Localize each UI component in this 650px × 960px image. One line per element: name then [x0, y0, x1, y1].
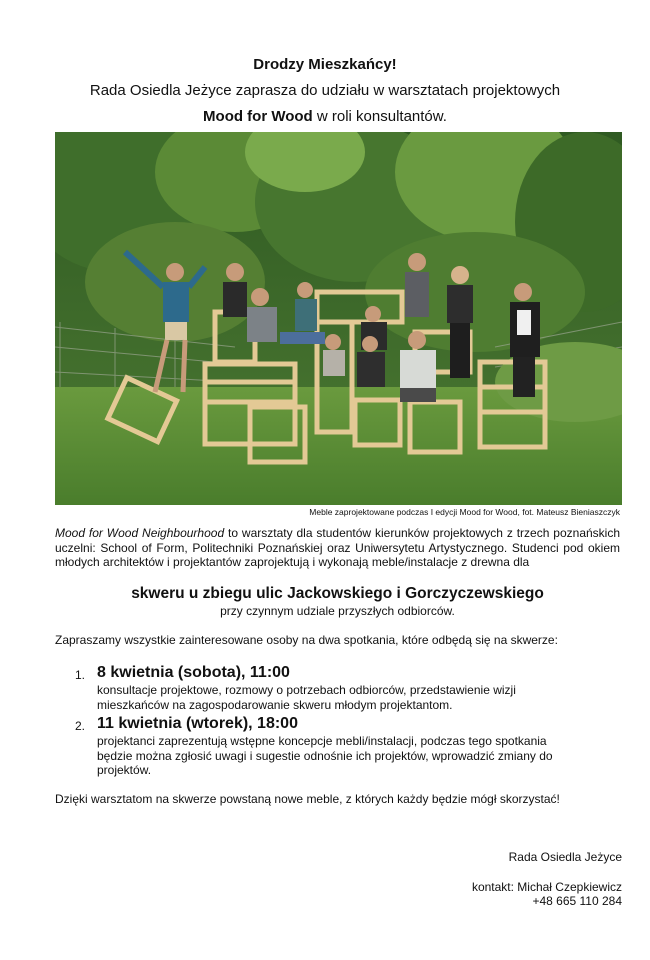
meetings-list [75, 663, 575, 780]
meeting-description: projektanci zaprezentują wstępne koncepcje mebli/instalacji, podczas tego spotkania będzie można zgłosić uwagi i sugestie odnośnie ich projektów, wprowadzić zmiany do projektów. [97, 734, 553, 777]
flyer-header [30, 56, 620, 126]
mood-for-wood-name: Mood for Wood [203, 108, 313, 125]
signature-phone: +48 665 110 284 [532, 894, 622, 908]
meeting-description: konsultacje projektowe, rozmowy o potrzebach odbiorców, przedstawienie wizji mieszkańców na zagospodarowanie skweru młodym projektantom. [97, 683, 516, 712]
role-line-rest: w roli konsultantów. [312, 108, 447, 125]
meeting-number: 1. [75, 668, 86, 682]
signature-contact: kontakt: Michał Czepkiewicz [471, 880, 622, 894]
invite-paragraph: Zapraszamy wszystkie zainteresowane osoby na dwa spotkania, które odbędą się na skwerze: [55, 633, 558, 647]
photo-caption: Meble zaprojektowane podczas I edycji Mood for Wood, fot. Mateusz Bieniaszczyk [309, 507, 620, 517]
meeting-item [75, 714, 575, 778]
location-headline: skweru u zbiegu ulic Jackowskiego i Gorczyczewskiego [131, 585, 544, 602]
closing-paragraph: Dzięki warsztatom na skwerze powstaną nowe meble, z których każdy będzie mógł skorzystać! [55, 792, 560, 806]
meeting-date: 11 kwietnia (wtorek), 18:00 [97, 715, 298, 732]
meeting-item [75, 663, 575, 712]
group-photo [55, 132, 622, 505]
invitation-line: Rada Osiedla Jeżyce zaprasza do udziału w warsztatach projektowych [89, 82, 561, 99]
greeting-title: Drodzy Mieszkańcy! [253, 56, 397, 73]
intro-text: to warsztaty dla studentów kierunków projektowych z trzech poznańskich uczelni: School of Form, Politechniki Poznańskiej oraz Uniwersytetu Artystycznego. Studenci pod okiem młodych architektów i projektantów zaprojektują i wykonają meble/instalacje z drewna dla [55, 526, 621, 569]
meeting-number: 2. [75, 719, 86, 733]
role-line [30, 108, 620, 126]
workshop-name: Mood for Wood Neighbourhood [55, 526, 225, 540]
signature-block [400, 850, 622, 908]
location-subline: przy czynnym udziale przyszłych odbiorców. [220, 604, 455, 618]
intro-paragraph [55, 526, 620, 570]
meeting-date: 8 kwietnia (sobota), 11:00 [97, 664, 290, 681]
signature-org: Rada Osiedla Jeżyce [508, 850, 622, 864]
